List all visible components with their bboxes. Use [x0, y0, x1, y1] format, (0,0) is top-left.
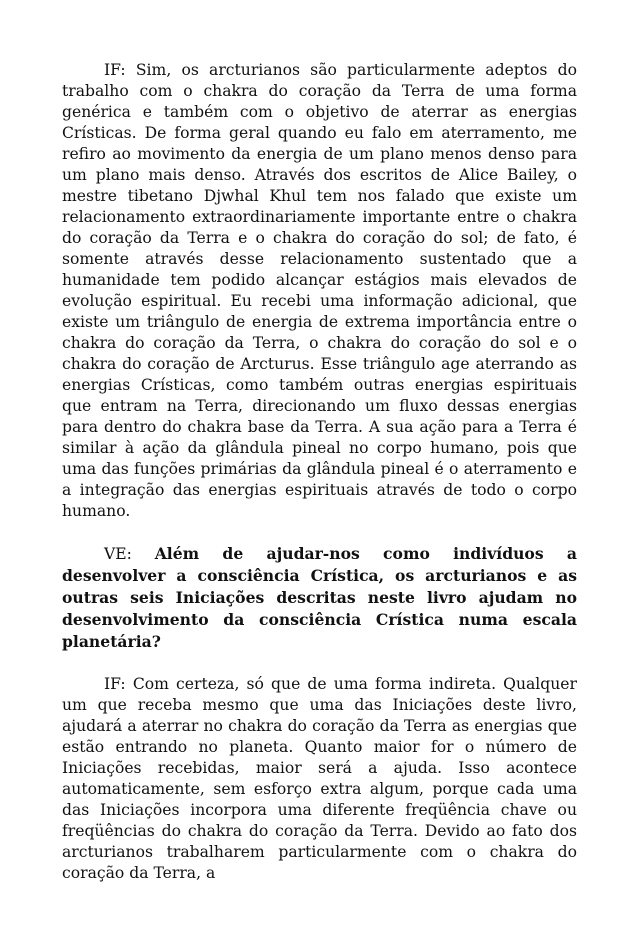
paragraph-question — [62, 543, 577, 653]
speaker-label: VE: — [104, 545, 132, 563]
paragraph-answer-2 — [62, 674, 577, 884]
paragraph-answer-1 — [62, 60, 577, 522]
speaker-label: IF: — [104, 61, 126, 79]
document-page — [62, 60, 577, 884]
paragraph-text: Com certeza, só que de uma forma indireta. Qualquer um que receba mesmo que uma das Iniciações deste livro, ajudará a aterrar no chakra do coração da Terra as energias que estão entrando no planeta. Quanto maior for o número de Iniciações recebidas, maior será a ajuda. Isso acontece automaticamente, sem esforço extra algum, porque cada uma das Iniciações incorpora uma diferente freqüência chave ou freqüências do chakra do coração da Terra. Devido ao fato dos arcturianos trabalharem particularmente com o chakra do coração da Terra, a — [62, 675, 577, 882]
paragraph-text: Sim, os arcturianos são particularmente adeptos do trabalho com o chakra do coração da Terra de uma forma genérica e também com o objetivo de aterrar as energias Crísticas. De forma geral quando eu falo em aterramento, me refiro ao movimento da energia de um plano menos denso para um plano mais denso. Através dos escritos de Alice Bailey, o mestre tibetano Djwhal Khul tem nos falado que existe um relacionamento extraordinariamente importante entre o chakra do coração da Terra e o chakra do coração do sol; de fato, é somente através desse relacionamento sustentado que a humanidade tem podido alcançar estágios mais elevados de evolução espiritual. Eu recebi uma informação adicional, que existe um triângulo de energia de extrema importância entre o chakra do coração da Terra, o chakra do coração do sol e o chakra do coração de Arcturus. Esse triângulo age aterrando as energias Crísticas, como também outras energias espirituais que entram na Terra, direcionando um fluxo dessas energias para dentro do chakra base da Terra. A sua ação para a Terra é similar à ação da glândula pineal no corpo humano, pois que uma das funções primárias da glândula pineal é o aterramento e a integração das energias espirituais através de todo o corpo humano. — [62, 61, 577, 520]
question-text: Além de ajudar-nos como indivíduos a desenvolver a consciência Crística, os arcturianos e as outras seis Iniciações descritas neste livro ajudam no desenvolvimento da consciência Crística numa escala planetária? — [62, 544, 577, 651]
speaker-label: IF: — [104, 675, 126, 693]
